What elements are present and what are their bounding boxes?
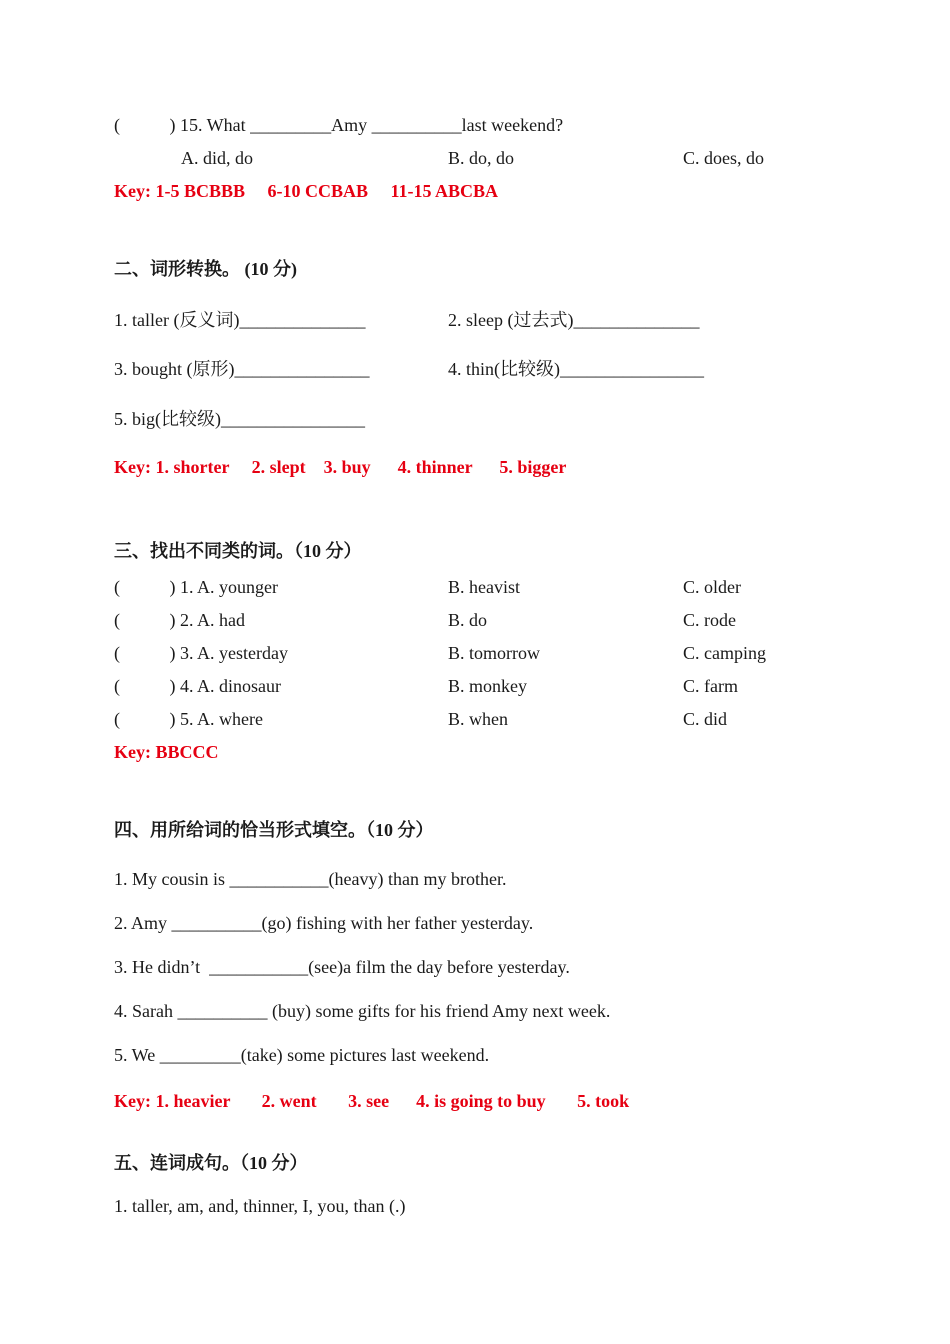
q15-option-c: C. does, do — [683, 148, 764, 168]
s3-row-1-c: C. older — [683, 577, 741, 597]
s3-row-3-c: C. camping — [683, 643, 766, 663]
s3-row-5-b: B. when — [448, 709, 508, 729]
answer-key-section-4: Key: 1. heavier 2. went 3. see 4. is going to buy 5. took — [114, 1091, 630, 1111]
s3-row-1-b: B. heavist — [448, 577, 520, 597]
answer-key-section-1: Key: 1-5 BCBBB 6-10 CCBAB 11-15 ABCBA — [114, 181, 499, 201]
s4-item-5: 5. We _________(take) some pictures last weekend. — [114, 1045, 490, 1065]
question-15: ( ) 15. What _________Amy __________last weekend? — [114, 115, 564, 135]
s3-row-2-a: ( ) 2. A. had — [114, 610, 245, 630]
q15-option-a: A. did, do — [181, 148, 253, 168]
s4-item-3: 3. He didn’t ___________(see)a film the day before yesterday. — [114, 957, 570, 977]
s4-item-4: 4. Sarah __________ (buy) some gifts for his friend Amy next week. — [114, 1001, 611, 1021]
answer-key-section-3: Key: BBCCC — [114, 742, 219, 762]
s5-item-1: 1. taller, am, and, thinner, I, you, than (.) — [114, 1196, 406, 1216]
section-3-title: 三、找出不同类的词。（10 分） — [114, 541, 362, 561]
s2-item-2: 2. sleep (过去式)______________ — [448, 310, 700, 330]
s4-item-2: 2. Amy __________(go) fishing with her father yesterday. — [114, 913, 534, 933]
s2-item-4: 4. thin(比较级)________________ — [448, 359, 704, 379]
s3-row-2-b: B. do — [448, 610, 488, 630]
section-4-title: 四、用所给词的恰当形式填空。（10 分） — [114, 820, 434, 840]
s2-item-3: 3. bought (原形)_______________ — [114, 359, 370, 379]
s4-item-1: 1. My cousin is ___________(heavy) than my brother. — [114, 869, 507, 889]
s3-row-4-b: B. monkey — [448, 676, 527, 696]
s2-item-1: 1. taller (反义词)______________ — [114, 310, 366, 330]
s3-row-2-c: C. rode — [683, 610, 736, 630]
s3-row-5-a: ( ) 5. A. where — [114, 709, 263, 729]
q15-option-b: B. do, do — [448, 148, 515, 168]
s3-row-3-b: B. tomorrow — [448, 643, 540, 663]
s3-row-1-a: ( ) 1. A. younger — [114, 577, 278, 597]
section-2-title: 二、词形转换。 (10 分) — [114, 259, 297, 279]
answer-key-section-2: Key: 1. shorter 2. slept 3. buy 4. thinner 5. bigger — [114, 457, 567, 477]
s3-row-3-a: ( ) 3. A. yesterday — [114, 643, 288, 663]
s3-row-5-c: C. did — [683, 709, 728, 729]
section-5-title: 五、连词成句。（10 分） — [114, 1153, 308, 1173]
s3-row-4-a: ( ) 4. A. dinosaur — [114, 676, 281, 696]
s2-item-5: 5. big(比较级)________________ — [114, 409, 365, 429]
s3-row-4-c: C. farm — [683, 676, 738, 696]
